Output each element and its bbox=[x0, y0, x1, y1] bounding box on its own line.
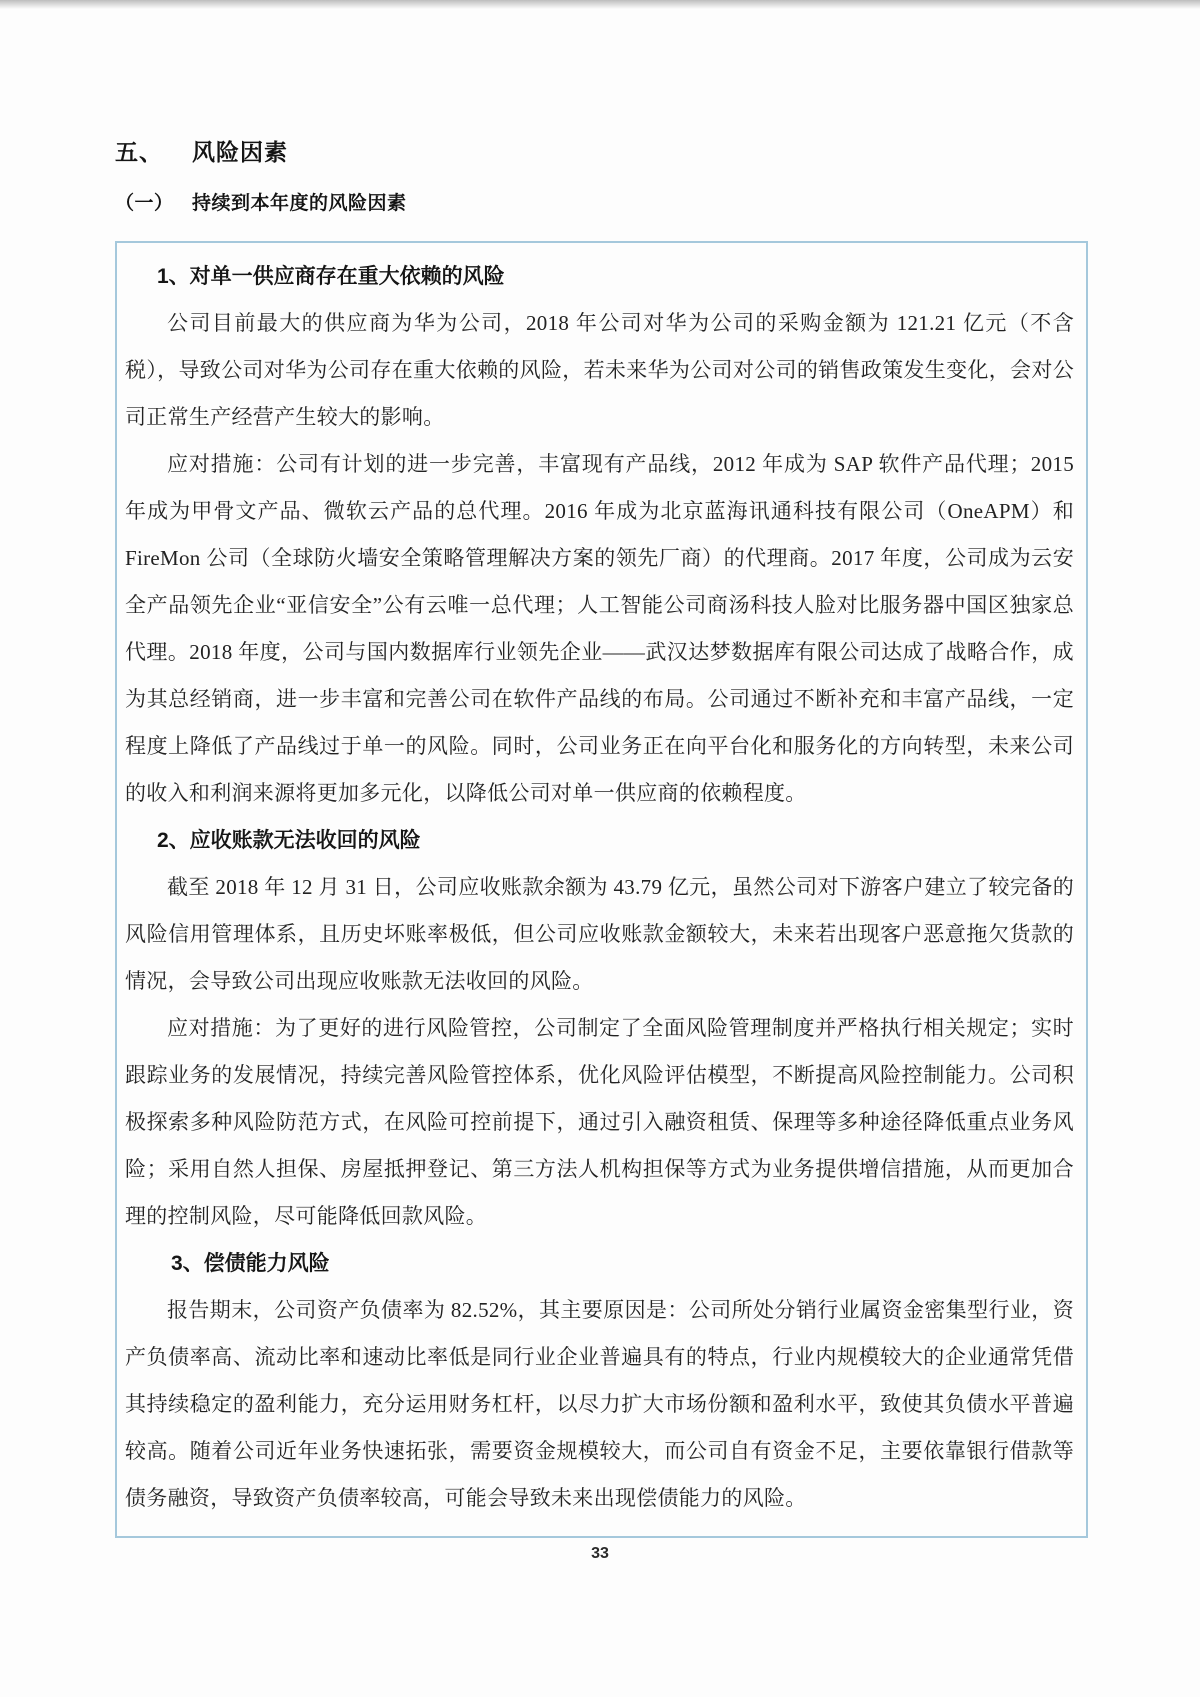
risk-section-2-title: 2、应收账款无法收回的风险 bbox=[157, 829, 421, 852]
risk-factors-box bbox=[115, 241, 1088, 1538]
subsection-heading-title: 持续到本年度的风险因素 bbox=[192, 193, 407, 214]
risk-section-2-paragraph-1: 截至 2018 年 12 月 31 日，公司应收账款余额为 43.79 亿元，虽然公司对下游客户建立了较完备的风险信用管理体系，且历史坏账率极低，但公司应收账款金额较大，未来若出现客户恶意拖欠货款的情况，会导致公司出现应收账款无法收回的风险。 bbox=[125, 875, 1074, 993]
scan-edge-artifact bbox=[0, 0, 1200, 9]
section-heading-title: 风险因素 bbox=[192, 139, 288, 165]
subsection-heading-number: （一） bbox=[115, 193, 174, 214]
page-number: 33 bbox=[591, 1545, 609, 1562]
section-heading-number: 五、 bbox=[115, 139, 163, 165]
risk-section-1-title: 1、对单一供应商存在重大依赖的风险 bbox=[157, 265, 505, 288]
risk-section-1-paragraph-1: 公司目前最大的供应商为华为公司，2018 年公司对华为公司的采购金额为 121.21 亿元（不含税），导致公司对华为公司存在重大依赖的风险，若未来华为公司对公司的销售政策发生变化，会对公司正常生产经营产生较大的影响。 bbox=[125, 311, 1074, 429]
risk-section-2-paragraph-2: 应对措施：为了更好的进行风险管控，公司制定了全面风险管理制度并严格执行相关规定；实时跟踪业务的发展情况，持续完善风险管控体系，优化风险评估模型，不断提高风险控制能力。公司积极探索多种风险防范方式，在风险可控前提下，通过引入融资租赁、保理等多种途径降低重点业务风险；采用自然人担保、房屋抵押登记、第三方法人机构担保等方式为业务提供增信措施，从而更加合理的控制风险，尽可能降低回款风险。 bbox=[125, 1016, 1074, 1228]
risk-section-1-paragraph-2: 应对措施：公司有计划的进一步完善，丰富现有产品线，2012 年成为 SAP 软件产品代理；2015 年成为甲骨文产品、微软云产品的总代理。2016 年成为北京蓝海讯通科技有限公司（OneAPM）和 FireMon 公司（全球防火墙安全策略管理解决方案的领先厂商）的代理商。2017 年度，公司成为云安全产品领先企业“亚信安全”公有云唯一总代理；人工智能公司商汤科技人脸对比服务器中国区独家总代理。2018 年度，公司与国内数据库行业领先企业——武汉达梦数据库有限公司达成了战略合作，成为其总经销商，进一步丰富和完善公司在软件产品线的布局。公司通过不断补充和丰富产品线，一定程度上降低了产品线过于单一的风险。同时，公司业务正在向平台化和服务化的方向转型，未来公司的收入和利润来源将更加多元化，以降低公司对单一供应商的依赖程度。 bbox=[125, 452, 1074, 805]
subsection-heading bbox=[115, 188, 1088, 215]
section-heading bbox=[115, 134, 1088, 167]
risk-section-3-title: 3、偿债能力风险 bbox=[171, 1252, 330, 1275]
risk-section-3-paragraph-1: 报告期末，公司资产负债率为 82.52%，其主要原因是：公司所处分销行业属资金密集型行业，资产负债率高、流动比率和速动比率低是同行业企业普遍具有的特点，行业内规模较大的企业通常凭借其持续稳定的盈利能力，充分运用财务杠杆，以尽力扩大市场份额和盈利水平，致使其负债水平普遍较高。随着公司近年业务快速拓张，需要资金规模较大，而公司自有资金不足，主要依靠银行借款等债务融资，导致资产负债率较高，可能会导致未来出现偿债能力的风险。 bbox=[125, 1298, 1074, 1510]
page-content bbox=[0, 134, 1200, 1538]
